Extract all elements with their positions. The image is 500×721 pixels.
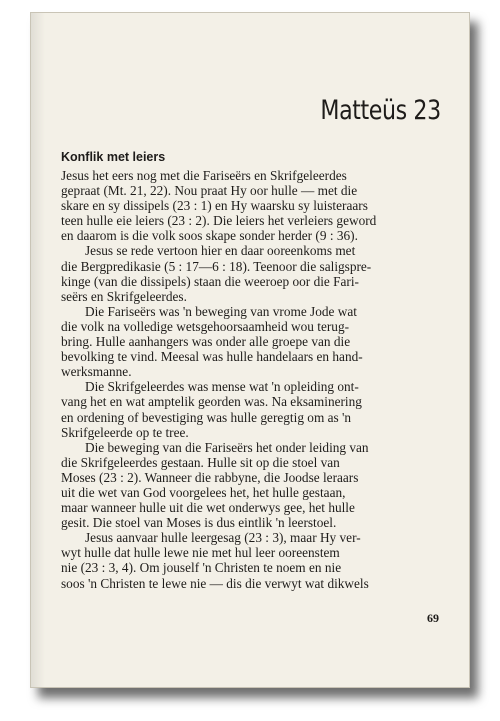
text-line: nie (23 : 3, 4). Om jouself 'n Christen te noem en nie: [61, 560, 342, 576]
text-line: Die Fariseërs was 'n beweging van vrome Jode wat: [85, 303, 357, 319]
text-line: Moses (23 : 2). Wanneer die rabbyne, die Joodse leraars: [61, 469, 359, 485]
text-line: uit die wet van God voorgelees het, het hulle gestaan,: [61, 484, 346, 500]
text-line: gesit. Die stoel van Moses is dus eintlik 'n leerstoel.: [61, 515, 337, 531]
book-page: [30, 12, 470, 688]
chapter-title: Matteüs 23: [320, 95, 441, 126]
text-line: bring. Hulle aanhangers was onder alle groepe van die: [61, 334, 351, 350]
text-line: wyt hulle dat hulle lewe nie met hul leer ooreenstem: [61, 545, 340, 561]
text-line: die volk na volledige wetsgehoorsaamheid wou terug-: [61, 318, 350, 334]
body-text: [61, 168, 439, 591]
text-line: die Bergpredikasie (5 : 17—6 : 18). Teenoor die saligspre-: [61, 258, 372, 274]
text-line: Die Skrifgeleerdes was mense wat 'n opleiding ont-: [85, 379, 359, 395]
text-line: maar wanneer hulle uit die wet onderwys gee, het hulle: [61, 500, 355, 516]
text-line: gepraat (Mt. 21, 22). Nou praat Hy oor hulle — met die: [61, 183, 358, 199]
page-fold-shading: [31, 13, 45, 687]
text-line: Jesus se rede vertoon hier en daar ooreenkoms met: [85, 243, 356, 259]
text-line: Skrifgeleerde op te tree.: [61, 424, 189, 440]
text-line: bevolking te vind. Meesal was hulle handelaars en hand-: [61, 349, 363, 365]
text-line: die Skrifgeleerdes gestaan. Hulle sit op die stoel van: [61, 454, 340, 470]
text-line: werksmanne.: [61, 364, 132, 380]
text-line: Jesus aanvaar hulle leergesag (23 : 3), maar Hy ver-: [85, 530, 361, 546]
text-line: kinge (van die dissipels) staan die weeroep oor die Fari-: [61, 273, 359, 289]
page-number: 69: [427, 611, 439, 625]
text-line: vang het en wat amptelik georden was. Na eksaminering: [61, 394, 362, 410]
section-heading: Konflik met leiers: [61, 150, 166, 164]
text-line: soos 'n Christen te lewe nie — dis die verwyt wat dikwels: [61, 575, 369, 591]
text-line: en daarom is die volk soos skape sonder herder (9 : 36).: [61, 228, 358, 244]
text-line: Jesus het eers nog met die Fariseërs en Skrifgeleerdes: [61, 168, 347, 183]
text-line: teen hulle eie leiers (23 : 2). Die leiers het verleiers geword: [61, 213, 377, 229]
text-line: Die beweging van die Fariseërs het onder leiding van: [85, 439, 369, 455]
text-line: en ordening of bevestiging was hulle geregtig om as 'n: [61, 409, 352, 425]
text-line: seërs en Skrifgeleerdes.: [61, 288, 187, 304]
text-line: skare en sy dissipels (23 : 1) en Hy waarsku sy luisteraars: [61, 198, 368, 214]
